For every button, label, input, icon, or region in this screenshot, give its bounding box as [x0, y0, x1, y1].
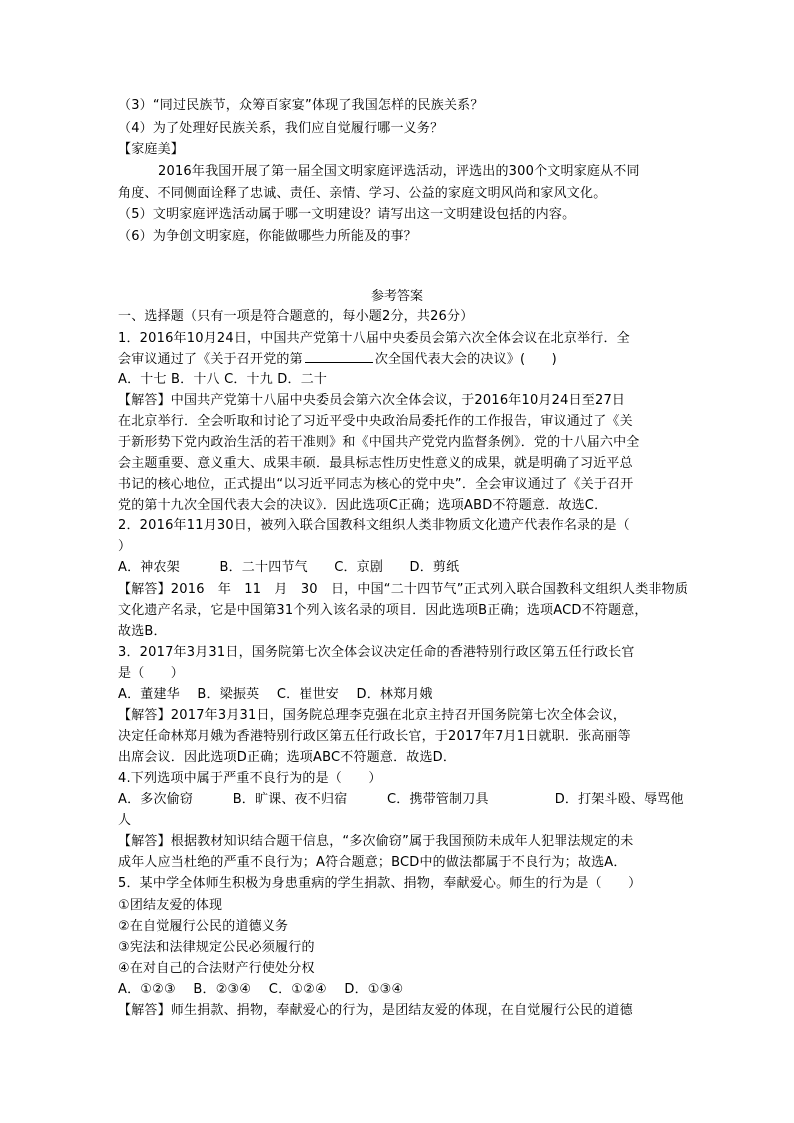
q3-analysis-line: 决定任命林郑月娥为香港特别行政区第五任行政长官，于2017年7月1日就职．张高丽等: [118, 729, 631, 744]
q5-options: A．①②③ B．②③④ C．①②④ D．①③④: [118, 982, 404, 997]
section-heading-family: 【家庭美】: [118, 142, 185, 157]
q5-item: ②在自觉履行公民的道德义务: [118, 919, 289, 934]
q1-stem-line: 1．2016年10月24日，中国共产党第十八届中央委员会第六次全体会议在北京举行．全: [118, 331, 630, 346]
q3-analysis-line: 出席会议．因此选项D正确；选项ABC不符题意．故选D．: [118, 750, 457, 765]
paragraph-line: 2016年我国开展了第一届全国文明家庭评选活动，评选出的300个文明家庭从不同: [158, 164, 640, 179]
q1-stem-part: 次全国代表大会的决议》( ): [374, 352, 557, 367]
q3-stem-line: 是（ ）: [118, 666, 185, 681]
q2-analysis-line: 【解答】2016 年 11 月 30 日，中国“二十四节气”正式列入联合国教科文组织人类非物质: [118, 582, 689, 597]
q1-options: A．十七 B．十八 C．十九 D．二十: [118, 372, 328, 387]
q5-item: ③宪法和法律规定公民必须履行的: [118, 940, 315, 955]
fill-in-blank: [305, 350, 373, 363]
q3-analysis-line: 【解答】2017年3月31日，国务院总理李克强在北京主持召开国务院第七次全体会议，: [118, 708, 627, 723]
q1-stem-line: [118, 350, 557, 370]
q1-analysis-line: 会主题重要、意义重大、成果丰硕．最具标志性历史性意义的成果，就是明确了习近平总: [118, 456, 633, 471]
question-5: （5）文明家庭评选活动属于哪一文明建设？请写出这一文明建设包括的内容。: [118, 207, 576, 222]
q2-analysis-line: 故选B．: [118, 624, 167, 639]
q4-analysis-line: 【解答】根据教材知识结合题干信息，“多次偷窃”属于我国预防未成年人犯罪法规定的未: [118, 834, 634, 849]
q2-analysis-line: 文化遗产名录，它是中国第31个列入该名录的项目．因此选项B正确；选项ACD不符题意，: [118, 603, 648, 618]
q3-options: A．董建华 B．梁振英 C．崔世安 D．林郑月娥: [118, 687, 433, 702]
q5-item: ④在对自己的合法财产行使处分权: [118, 961, 315, 976]
q5-stem: 5．某中学全体师生积极为身患重病的学生捐款、捐物，奉献爱心。师生的行为是（ ）: [118, 876, 642, 891]
q4-options-wrap: 人: [118, 813, 132, 828]
q1-analysis-line: 于新形势下党内政治生活的若干准则》和《中国共产党党内监督条例》．党的十八届六中全: [118, 435, 640, 450]
q5-item: ①团结友爱的体现: [118, 898, 223, 913]
q1-stem-part: 会审议通过了《关于召开党的第: [118, 352, 303, 367]
q2-options: A．神农架 B．二十四节气 C．京剧 D．剪纸: [118, 560, 460, 575]
q1-analysis-line: 党的第十九次全国代表大会的决议》．因此选项C正确；选项ABD不符题意．故选C．: [118, 498, 608, 513]
q5-analysis-line: 【解答】师生捐款、捐物，奉献爱心的行为，是团结友爱的体现，在自觉履行公民的道德: [118, 1003, 633, 1018]
q1-analysis-line: 书记的核心地位，正式提出“以习近平同志为核心的党中央”．全会审议通过了《关于召开: [118, 477, 634, 492]
question-4: （4）为了处理好民族关系，我们应自觉履行哪一义务？: [118, 121, 444, 136]
question-3: （3）“同过民族节，众筹百家宴”体现了我国怎样的民族关系？: [118, 98, 484, 113]
q4-options: A．多次偷窃 B．旷课、夜不归宿 C．携带管制刀具 D．打架斗殴、辱骂他: [118, 792, 684, 807]
answer-title: 参考答案: [370, 289, 423, 304]
q2-stem-line: 2．2016年11月30日，被列入联合国教科文组织人类非物质文化遗产代表作名录的是（: [118, 518, 630, 533]
q1-analysis-line: 【解答】中国共产党第十八届中央委员会第六次全体会议，于2016年10月24日至27日: [118, 393, 626, 408]
q4-analysis-line: 成年人应当杜绝的严重不良行为；A符合题意；BCD中的做法都属于不良行为；故选A．: [118, 855, 627, 870]
q3-stem-line: 3．2017年3月31日，国务院第七次全体会议决定任命的香港特别行政区第五任行政长官: [118, 645, 635, 660]
q1-analysis-line: 在北京举行．全会听取和讨论了习近平受中央政治局委托作的工作报告，审议通过了《关: [118, 414, 633, 429]
paragraph-line: 角度、不同侧面诠释了忠诚、责任、亲情、学习、公益的家庭文明风尚和家风文化。: [118, 186, 607, 201]
question-6: （6）为争创文明家庭，你能做哪些力所能及的事？: [118, 229, 417, 244]
q4-stem: 4.下列选项中属于严重不良行为的是（ ）: [118, 771, 382, 786]
section-title: 一、选择题（只有一项是符合题意的，每小题2分，共26分）: [118, 309, 474, 324]
q2-stem-line: ）: [118, 539, 132, 554]
